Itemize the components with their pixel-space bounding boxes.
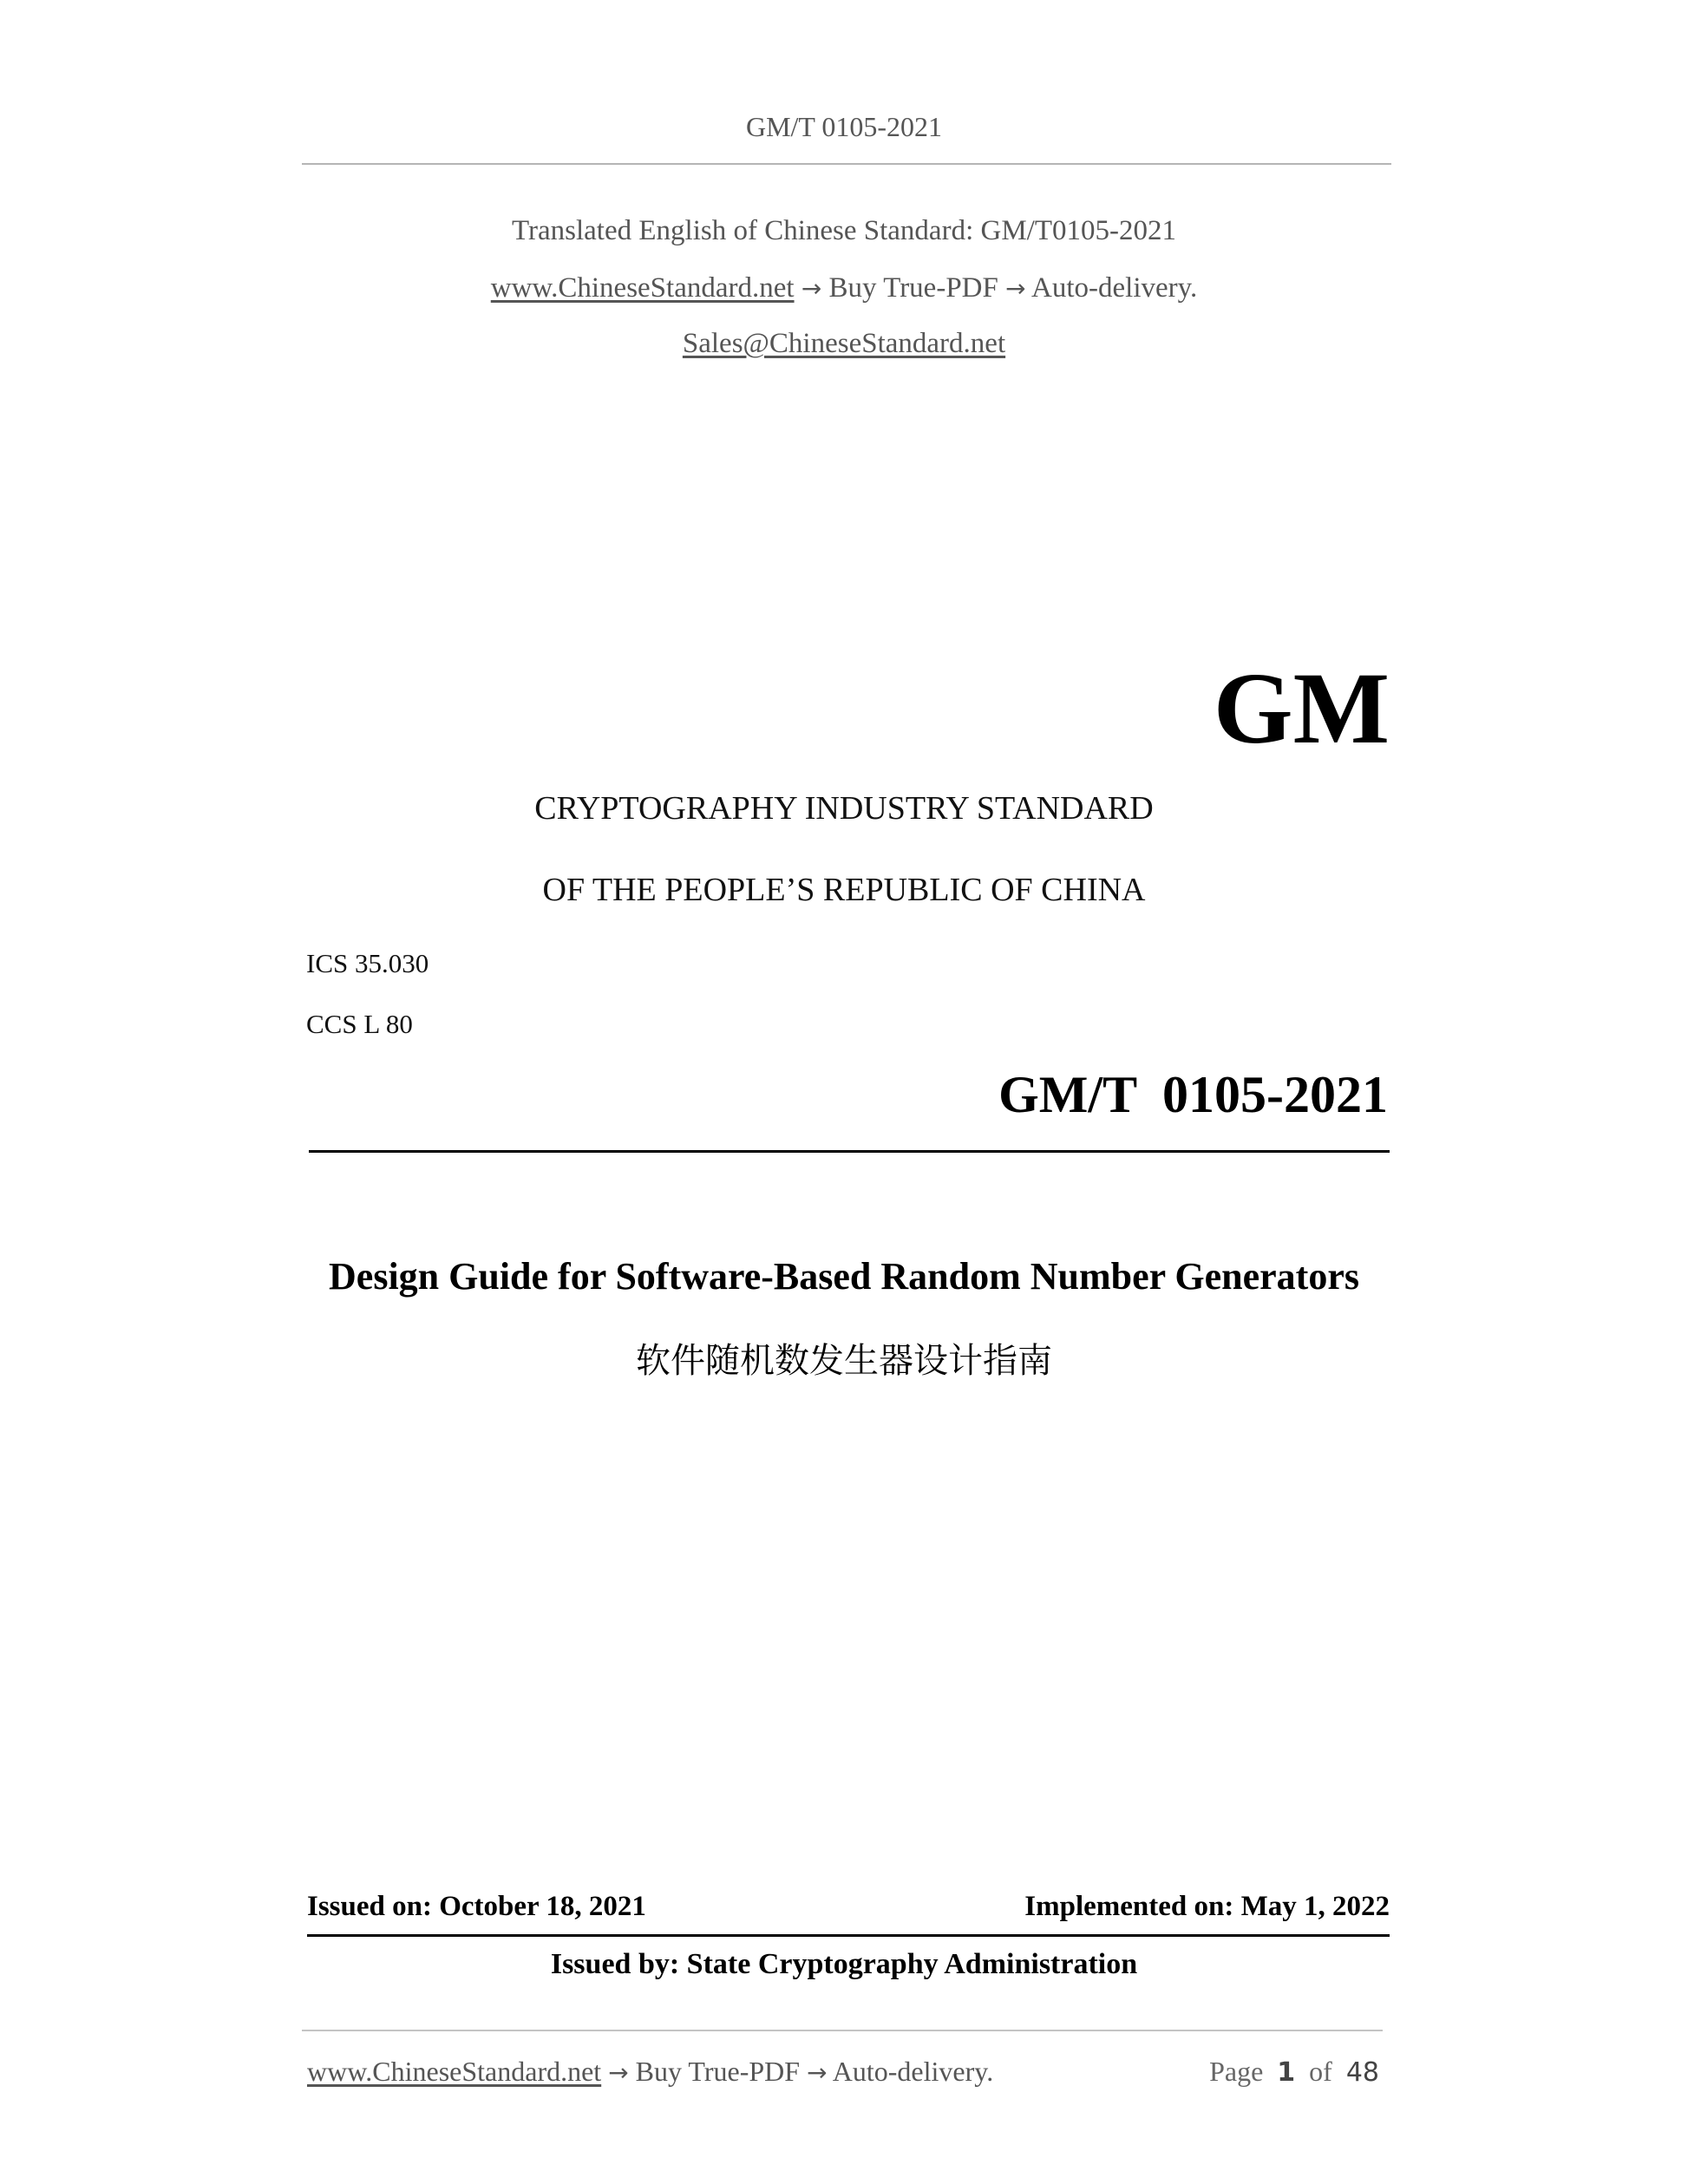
footer-site-link[interactable]: www.ChineseStandard.net [307, 2056, 602, 2087]
standard-number-rule [309, 1150, 1390, 1153]
arrow-right-icon: → [608, 2058, 629, 2087]
title-chinese: 软件随机数发生器设计指南 [636, 1341, 1052, 1381]
gm-mark: GM [1213, 651, 1390, 765]
page-number: 1 [1277, 2057, 1296, 2088]
issued-on-date: Issued on: October 18, 2021 [307, 1891, 646, 1922]
ics-code: ICS 35.030 [306, 948, 429, 978]
arrow-right-icon: → [801, 274, 822, 303]
translation-notice: Translated English of Chinese Standard: GM/T0105-2021 [512, 215, 1176, 246]
of-label: of [1309, 2056, 1332, 2087]
footer-purchase-line [307, 2056, 993, 2088]
standard-number: GM/T 0105-2021 [998, 1066, 1388, 1123]
header-divider [302, 163, 1391, 165]
arrow-right-icon: → [807, 2058, 828, 2087]
issued-by: Issued by: State Cryptography Administration [550, 1948, 1138, 1980]
issue-rule [307, 1934, 1390, 1937]
running-header: GM/T 0105-2021 [745, 111, 943, 142]
industry-standard-line1: CRYPTOGRAPHY INDUSTRY STANDARD [534, 790, 1154, 827]
footer-divider [302, 2030, 1383, 2031]
footer-delivery-text: Auto-delivery. [832, 2056, 994, 2087]
ccs-code: CCS L 80 [306, 1009, 413, 1039]
sales-email-link[interactable]: Sales@ChineseStandard.net [682, 328, 1006, 359]
buy-true-pdf-text: Buy True-PDF [828, 272, 998, 304]
title-english: Design Guide for Software-Based Random Number Generators [329, 1255, 1359, 1298]
purchase-line [0, 272, 1688, 304]
email-line [0, 328, 1688, 360]
footer-buy-text: Buy True-PDF [635, 2056, 801, 2087]
page-indicator [1209, 2056, 1379, 2088]
implemented-on-date: Implemented on: May 1, 2022 [1024, 1891, 1390, 1922]
industry-standard-line2: OF THE PEOPLE’S REPUBLIC OF CHINA [542, 872, 1146, 908]
page-label: Page [1209, 2056, 1264, 2087]
site-link[interactable]: www.ChineseStandard.net [490, 272, 795, 304]
auto-delivery-text: Auto-delivery. [1031, 272, 1198, 304]
page-total: 48 [1345, 2057, 1379, 2088]
arrow-right-icon: → [1005, 274, 1026, 303]
